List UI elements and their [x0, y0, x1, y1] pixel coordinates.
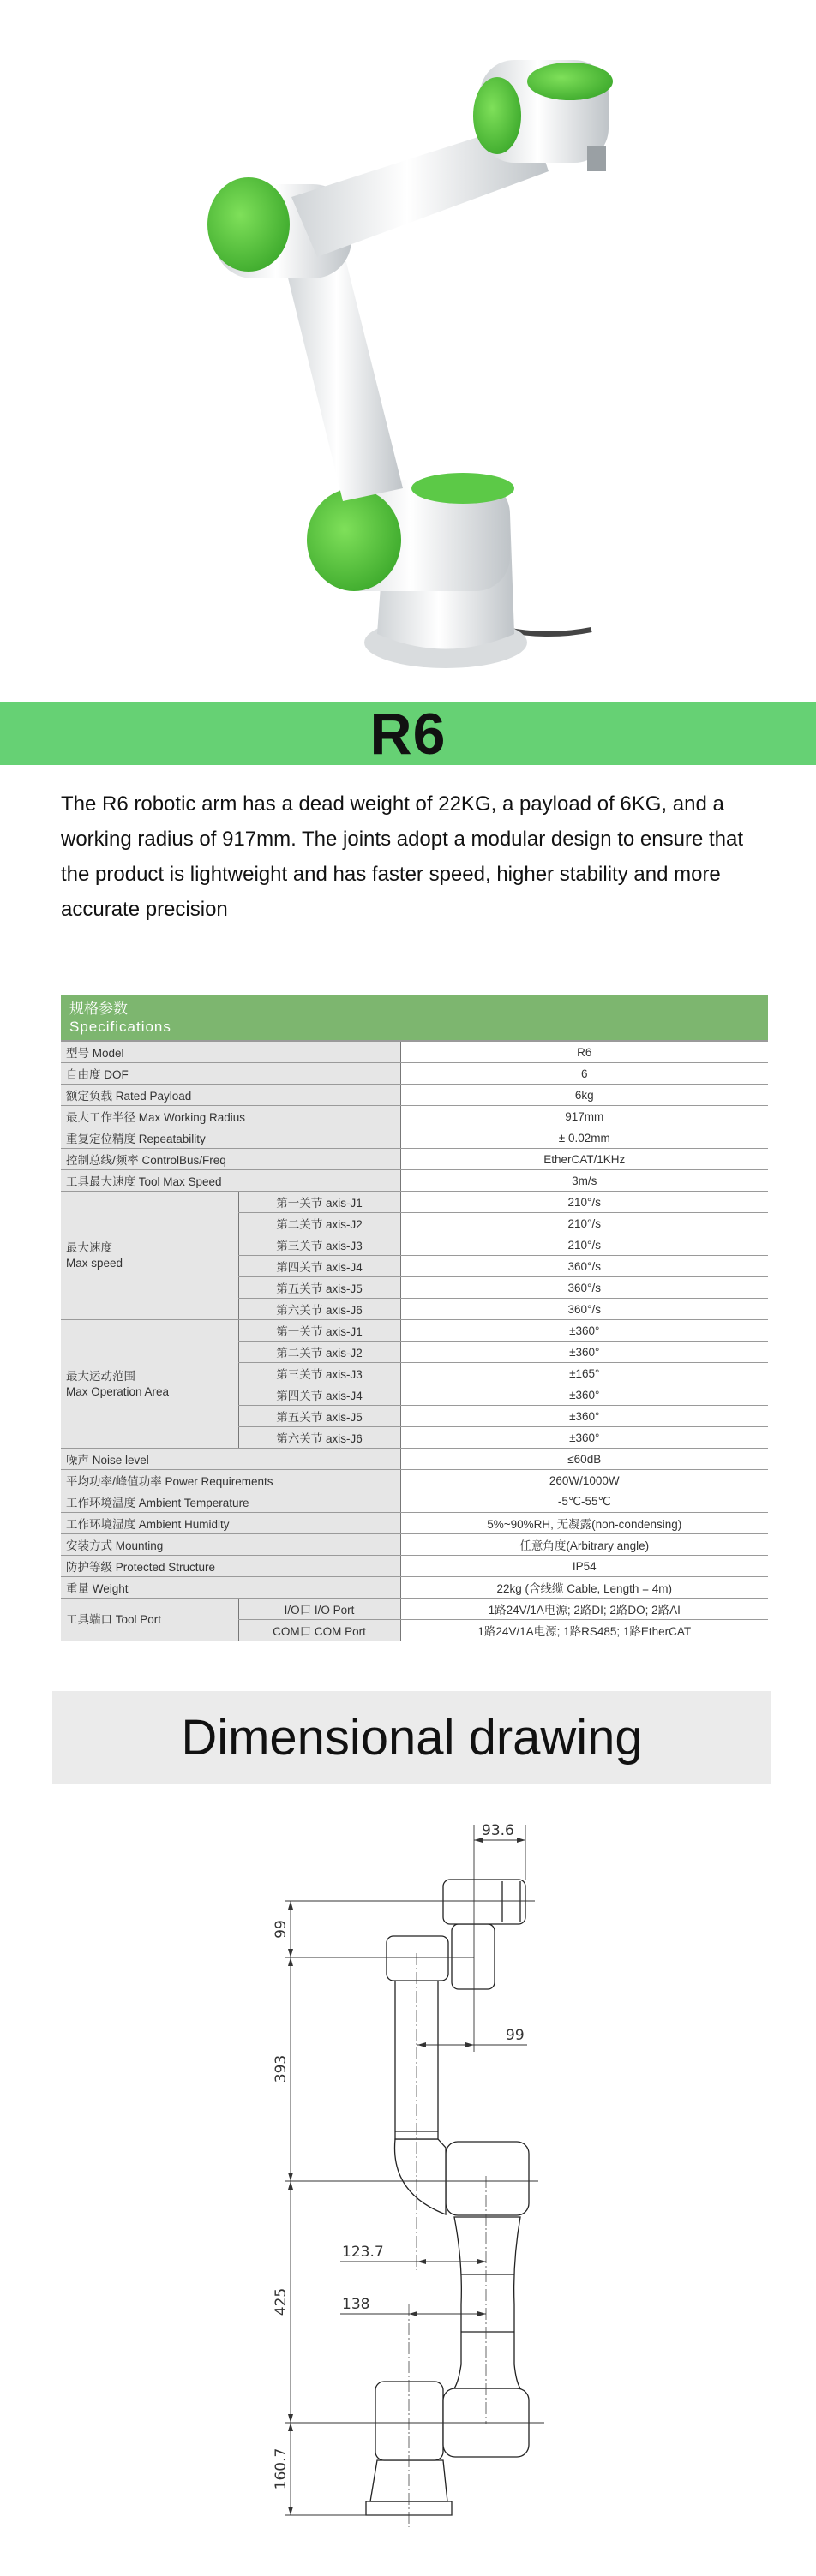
spec-value: 任意角度(Arbitrary angle)	[400, 1534, 768, 1556]
spec-value: 1路24V/1A电源; 2路DI; 2路DO; 2路AI	[400, 1599, 768, 1620]
spec-value: 6kg	[400, 1085, 768, 1106]
dim-label-99-vertical: 99	[273, 1920, 290, 1939]
dimensional-drawing-heading	[52, 1691, 771, 1784]
spec-value: 360°/s	[400, 1256, 768, 1277]
table-row	[61, 1470, 768, 1491]
spec-label: 控制总线/频率 ControlBus/Freq	[61, 1149, 400, 1170]
spec-value: 360°/s	[400, 1277, 768, 1299]
dim-label-425: 425	[273, 2287, 290, 2316]
dim-label-138: 138	[342, 2296, 370, 2313]
spec-value: R6	[400, 1042, 768, 1063]
spec-sub-label: 第三关节 axis-J3	[238, 1363, 400, 1384]
spec-sub-label: 第三关节 axis-J3	[238, 1234, 400, 1256]
table-row	[61, 1534, 768, 1556]
dim-label-160-7: 160.7	[273, 2447, 290, 2490]
spec-value: ±360°	[400, 1384, 768, 1406]
specifications-title-cn: 规格参数	[69, 1001, 128, 1017]
spec-sub-label: 第四关节 axis-J4	[238, 1256, 400, 1277]
spec-value: 360°/s	[400, 1299, 768, 1320]
product-title-banner	[0, 702, 816, 765]
dim-label-123-7: 123.7	[342, 2244, 384, 2261]
spec-group-label	[61, 1192, 238, 1320]
elbow-bend	[394, 2139, 446, 2214]
wrist-joint-5	[452, 1924, 495, 1989]
spec-value: IP54	[400, 1556, 768, 1577]
shoulder-joint	[375, 2382, 443, 2460]
dimensional-drawing	[0, 1790, 816, 2576]
spec-label: 安装方式 Mounting	[61, 1534, 400, 1556]
table-row	[61, 1127, 768, 1149]
spec-sub-label: 第五关节 axis-J5	[238, 1277, 400, 1299]
specifications-title-en: Specifications	[69, 1019, 171, 1035]
specifications-grid	[61, 1042, 768, 1641]
table-row	[61, 1085, 768, 1106]
spec-sub-label: COM口 COM Port	[238, 1620, 400, 1641]
table-row	[61, 1577, 768, 1599]
spec-sub-label: 第六关节 axis-J6	[238, 1427, 400, 1449]
spec-sub-label: 第四关节 axis-J4	[238, 1384, 400, 1406]
spec-value: 5%~90%RH, 无凝露(non-condensing)	[400, 1513, 768, 1534]
wrist-joint-6	[443, 1880, 525, 1924]
spec-value: 260W/1000W	[400, 1470, 768, 1491]
spec-label: 噪声 Noise level	[61, 1449, 400, 1470]
spec-group-label	[61, 1320, 238, 1449]
spec-label: 工具最大速度 Tool Max Speed	[61, 1170, 400, 1192]
spec-value: 6	[400, 1063, 768, 1085]
table-row	[61, 1170, 768, 1192]
table-row	[61, 1320, 768, 1342]
table-row	[61, 1106, 768, 1127]
spec-value: EtherCAT/1KHz	[400, 1149, 768, 1170]
spec-value: ±165°	[400, 1363, 768, 1384]
table-row	[61, 1556, 768, 1577]
specifications-header	[61, 995, 768, 1042]
spec-label: 型号 Model	[61, 1042, 400, 1063]
spec-value: 917mm	[400, 1106, 768, 1127]
spec-value: 210°/s	[400, 1192, 768, 1213]
spec-label: 防护等级 Protected Structure	[61, 1556, 400, 1577]
spec-sub-label: 第一关节 axis-J1	[238, 1320, 400, 1342]
dim-label-93-6: 93.6	[482, 1822, 514, 1839]
spec-group-label-cn: 最大运动范围	[66, 1369, 135, 1383]
dim-label-99-horizontal: 99	[506, 2027, 525, 2044]
spec-sub-label: 第六关节 axis-J6	[238, 1299, 400, 1320]
spec-value: 210°/s	[400, 1234, 768, 1256]
spec-value: 3m/s	[400, 1170, 768, 1192]
spec-value: ±360°	[400, 1406, 768, 1427]
table-row	[61, 1599, 768, 1620]
spec-label: 工作环境温度 Ambient Temperature	[61, 1491, 400, 1513]
spec-sub-label: 第二关节 axis-J2	[238, 1342, 400, 1363]
table-row	[61, 1042, 768, 1063]
spec-value: 22kg (含线缆 Cable, Length = 4m)	[400, 1577, 768, 1599]
table-row	[61, 1513, 768, 1534]
spec-label: 重量 Weight	[61, 1577, 400, 1599]
table-row	[61, 1491, 768, 1513]
spec-group-label-cn: 最大速度	[66, 1240, 112, 1254]
spec-value: 210°/s	[400, 1213, 768, 1234]
dimensional-drawing-title: Dimensional drawing	[181, 1710, 643, 1766]
specifications-table	[61, 995, 768, 1641]
elbow-housing	[446, 2142, 529, 2215]
spec-value: -5℃-55℃	[400, 1491, 768, 1513]
robot-arm-photo	[0, 0, 816, 694]
spec-group-label-cn: 工具端口 Tool Port	[66, 1612, 162, 1626]
spec-label: 平均功率/峰值功率 Power Requirements	[61, 1470, 400, 1491]
table-row	[61, 1192, 768, 1213]
spec-sub-label: 第二关节 axis-J2	[238, 1213, 400, 1234]
spec-group-label-en: Max speed	[66, 1256, 123, 1270]
spec-label: 最大工作半径 Max Working Radius	[61, 1106, 400, 1127]
spec-sub-label: 第一关节 axis-J1	[238, 1192, 400, 1213]
dim-label-393: 393	[273, 2054, 290, 2083]
spec-label: 重复定位精度 Repeatability	[61, 1127, 400, 1149]
spec-value: ± 0.02mm	[400, 1127, 768, 1149]
table-row	[61, 1149, 768, 1170]
spec-value: ≤60dB	[400, 1449, 768, 1470]
spec-label: 额定负载 Rated Payload	[61, 1085, 400, 1106]
product-title: R6	[369, 701, 447, 767]
product-description: The R6 robotic arm has a dead weight of 22KG, a payload of 6KG, and a working radius of 917mm. The joints adopt a modular design to ensure that the product is lightweight and has faster speed, higher stability and more accurate precision	[61, 792, 744, 921]
table-row	[61, 1063, 768, 1085]
spec-value: ±360°	[400, 1342, 768, 1363]
spec-sub-label: 第五关节 axis-J5	[238, 1406, 400, 1427]
table-row	[61, 1449, 768, 1470]
spec-label: 工作环境湿度 Ambient Humidity	[61, 1513, 400, 1534]
spec-group-label-en: Max Operation Area	[66, 1384, 170, 1398]
upper-arm	[454, 2217, 520, 2388]
spec-value: ±360°	[400, 1427, 768, 1449]
wrist-joint-4	[387, 1936, 448, 1981]
spec-value: ±360°	[400, 1320, 768, 1342]
spec-label: 自由度 DOF	[61, 1063, 400, 1085]
spec-sub-label: I/O口 I/O Port	[238, 1599, 400, 1620]
spec-value: 1路24V/1A电源; 1路RS485; 1路EtherCAT	[400, 1620, 768, 1641]
spec-group-label	[61, 1599, 238, 1641]
